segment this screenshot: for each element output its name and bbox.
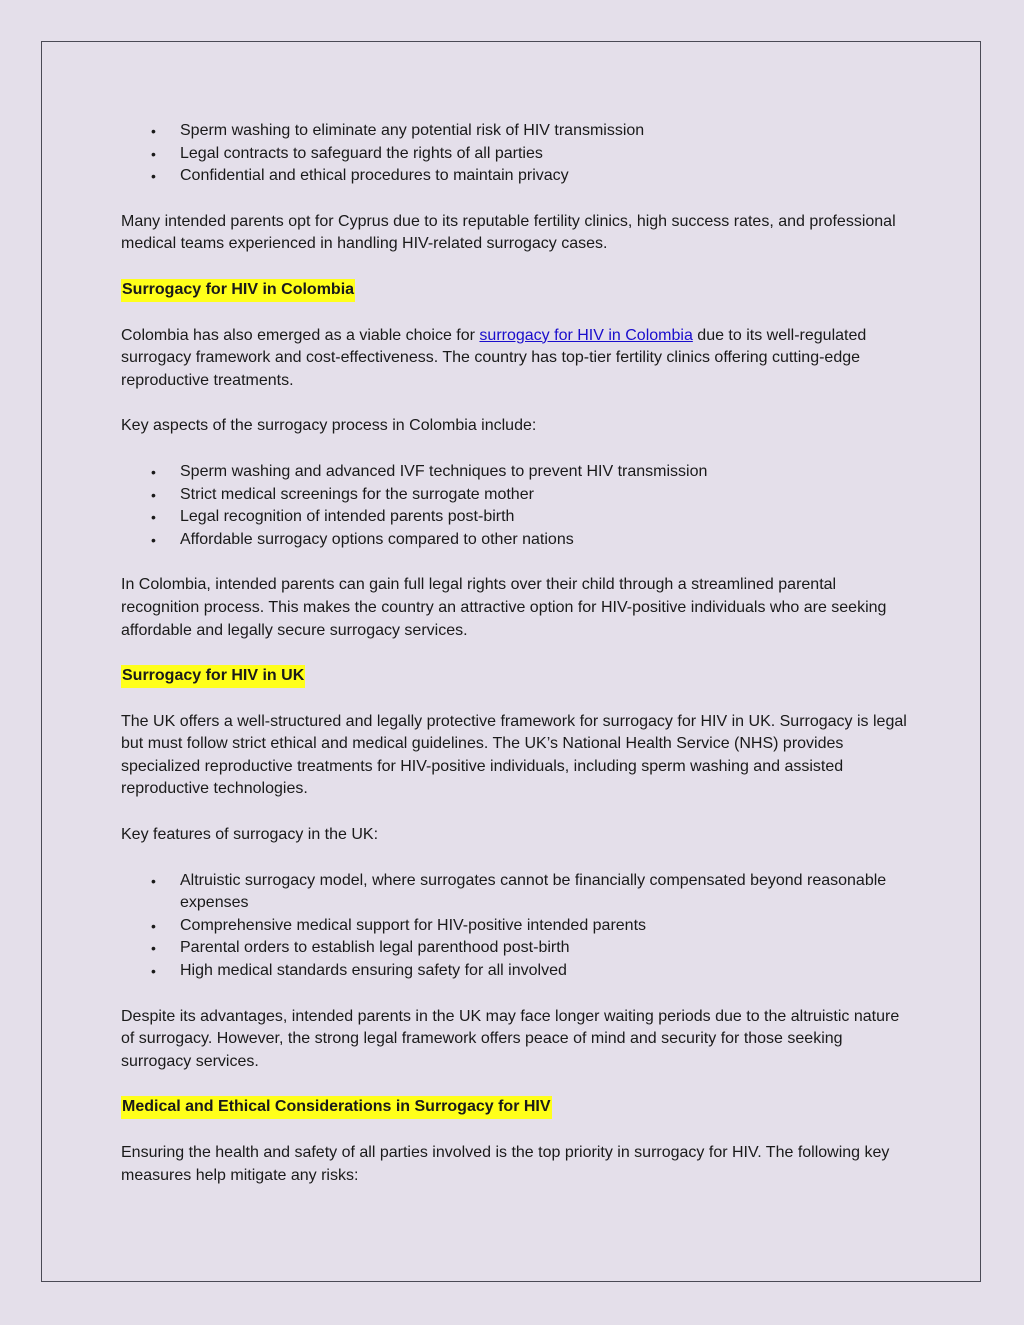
list-item-text: Strict medical screenings for the surrogate mother	[180, 485, 534, 503]
bullet-icon: •	[151, 168, 156, 185]
list-item-text: Legal recognition of intended parents post-birth	[180, 508, 515, 526]
list-item	[121, 960, 911, 983]
list-item	[121, 165, 911, 188]
bullet-list-colombia	[121, 461, 911, 551]
bullet-icon: •	[151, 872, 156, 889]
bullet-list-uk	[121, 870, 911, 983]
list-item-text: Sperm washing and advanced IVF techniques to prevent HIV transmission	[180, 462, 708, 480]
list-item-text: Confidential and ethical procedures to maintain privacy	[180, 167, 569, 185]
bullet-icon: •	[151, 917, 156, 934]
list-item	[121, 484, 911, 507]
list-item-text: Affordable surrogacy options compared to other nations	[180, 530, 574, 548]
bullet-icon: •	[151, 531, 156, 548]
bullet-icon: •	[151, 486, 156, 503]
paragraph-uk-key: Key features of surrogacy in the UK:	[121, 826, 379, 844]
bullet-icon: •	[151, 123, 156, 139]
list-item-text: High medical standards ensuring safety for all involved	[180, 962, 567, 980]
list-item	[121, 937, 911, 960]
list-item	[121, 529, 911, 552]
paragraph-colombia-rights: In Colombia, intended parents can gain full legal rights over their child through a streamlined parental recognition process. This makes the country an attractive option for HIV-positive individuals who are seeking affordable and legally secure surrogacy services.	[121, 576, 887, 639]
list-item	[121, 506, 911, 529]
paragraph-colombia-key: Key aspects of the surrogacy process in Colombia include:	[121, 417, 537, 435]
paragraph-uk: The UK offers a well-structured and legally protective framework for surrogacy for HIV in UK. Surrogacy is legal but must follow strict ethical and medical guidelines. The UK’s National Health Service (NHS) provides specialized reproductive treatments for HIV-positive individuals, including sperm washing and assisted reproductive technologies.	[121, 712, 907, 798]
bullet-icon: •	[151, 509, 156, 526]
list-item-text: Parental orders to establish legal parenthood post-birth	[180, 939, 570, 957]
list-item	[121, 461, 911, 484]
bullet-icon: •	[151, 463, 156, 480]
heading-uk: Surrogacy for HIV in UK	[121, 665, 305, 688]
list-item-text: Altruistic surrogacy model, where surrogates cannot be financially compensated beyond reasonable expenses	[180, 871, 887, 912]
bullet-list-cyprus	[121, 120, 911, 188]
paragraph-uk-despite: Despite its advantages, intended parents in the UK may face longer waiting periods due to the altruistic nature of surrogacy. However, the strong legal framework offers peace of mind and security for those seeking surrogacy services.	[121, 1007, 900, 1070]
bullet-icon: •	[151, 940, 156, 957]
paragraph-text: due to its well-regulated surrogacy framework and cost-effectiveness. The country has top-tier fertility clinics offering cutting-edge reproductive treatments.	[121, 326, 867, 389]
paragraph-medical: Ensuring the health and safety of all parties involved is the top priority in surrogacy for HIV. The following key measures help mitigate any risks:	[121, 1144, 890, 1184]
list-item-text: Comprehensive medical support for HIV-positive intended parents	[180, 916, 647, 934]
surrogacy-colombia-link[interactable]: surrogacy for HIV in Colombia	[479, 326, 693, 344]
list-item-text: Sperm washing to eliminate any potential risk of HIV transmission	[180, 122, 645, 139]
bullet-icon: •	[151, 963, 156, 980]
paragraph-colombia-intro	[121, 325, 911, 393]
heading-colombia: Surrogacy for HIV in Colombia	[121, 279, 355, 302]
list-item	[121, 915, 911, 938]
list-item-text: Legal contracts to safeguard the rights of all parties	[180, 144, 543, 162]
paragraph-text: Colombia has also emerged as a viable choice for	[121, 326, 480, 344]
list-item	[121, 870, 911, 915]
paragraph-cyprus: Many intended parents opt for Cyprus due to its reputable fertility clinics, high success rates, and professional medical teams experienced in handling HIV-related surrogacy cases.	[121, 212, 896, 253]
heading-medical: Medical and Ethical Considerations in Surrogacy for HIV	[121, 1096, 552, 1119]
list-item	[121, 120, 911, 143]
bullet-icon: •	[151, 145, 156, 162]
list-item	[121, 143, 911, 166]
document-body	[121, 120, 911, 1187]
